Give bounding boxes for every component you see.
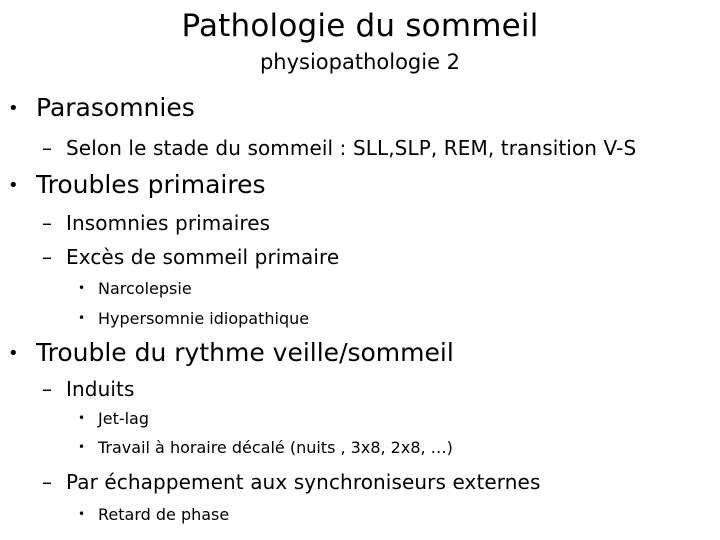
- sub-sub-bullet-jet-lag: [78, 407, 149, 430]
- sub-bullet-text: Excès de sommeil primaire: [66, 245, 340, 269]
- slide-title: Pathologie du sommeil: [181, 8, 539, 44]
- sub-sub-bullet-retard-phase: [78, 503, 229, 526]
- dash-marker: –: [42, 377, 53, 401]
- sub-bullet-induits: [42, 375, 134, 403]
- sub-sub-bullet-hypersomnie: [78, 307, 309, 330]
- bullet-marker: •: [78, 281, 86, 295]
- bullet-marker: •: [8, 98, 19, 119]
- sub-sub-bullet-text: Retard de phase: [98, 505, 230, 524]
- sub-bullet-text: Induits: [66, 377, 135, 401]
- bullet-marker: •: [78, 507, 86, 521]
- sub-bullet-exces-sommeil: [42, 243, 339, 271]
- dash-marker: –: [42, 245, 53, 269]
- dash-marker: –: [42, 470, 53, 494]
- dash-marker: –: [42, 211, 53, 235]
- sub-sub-bullet-travail-horaire: [78, 436, 453, 459]
- sub-bullet-text: Selon le stade du sommeil : SLL,SLP, REM, transition V-S: [66, 136, 637, 160]
- bullet-marker: •: [8, 175, 19, 196]
- bullet-text: Troubles primaires: [36, 170, 266, 199]
- sub-sub-bullet-narcolepsie: [78, 277, 192, 300]
- bullet-trouble-rythme: [8, 337, 454, 370]
- bullet-marker: •: [78, 411, 86, 425]
- slide-subtitle: physiopathologie 2: [259, 50, 461, 74]
- bullet-text: Trouble du rythme veille/sommeil: [36, 338, 454, 367]
- bullet-marker: •: [78, 311, 86, 325]
- sub-bullet-insomnies: [42, 209, 270, 237]
- sub-bullet-text: Par échappement aux synchroniseurs externes: [66, 470, 541, 494]
- dash-marker: –: [42, 136, 53, 160]
- sub-bullet-text: Insomnies primaires: [66, 211, 271, 235]
- bullet-marker: •: [78, 440, 86, 454]
- sub-sub-bullet-text: Jet-lag: [98, 409, 150, 428]
- bullet-text: Parasomnies: [36, 93, 195, 122]
- sub-sub-bullet-text: Hypersomnie idiopathique: [98, 309, 310, 328]
- bullet-troubles-primaires: [8, 169, 265, 202]
- sub-bullet-selon-stade: [42, 134, 636, 162]
- sub-sub-bullet-text: Travail à horaire décalé (nuits , 3x8, 2x8, …): [98, 438, 453, 457]
- bullet-parasomnies: [8, 92, 195, 125]
- sub-bullet-echappement: [42, 468, 540, 496]
- bullet-marker: •: [8, 343, 19, 364]
- sub-sub-bullet-text: Narcolepsie: [98, 279, 192, 298]
